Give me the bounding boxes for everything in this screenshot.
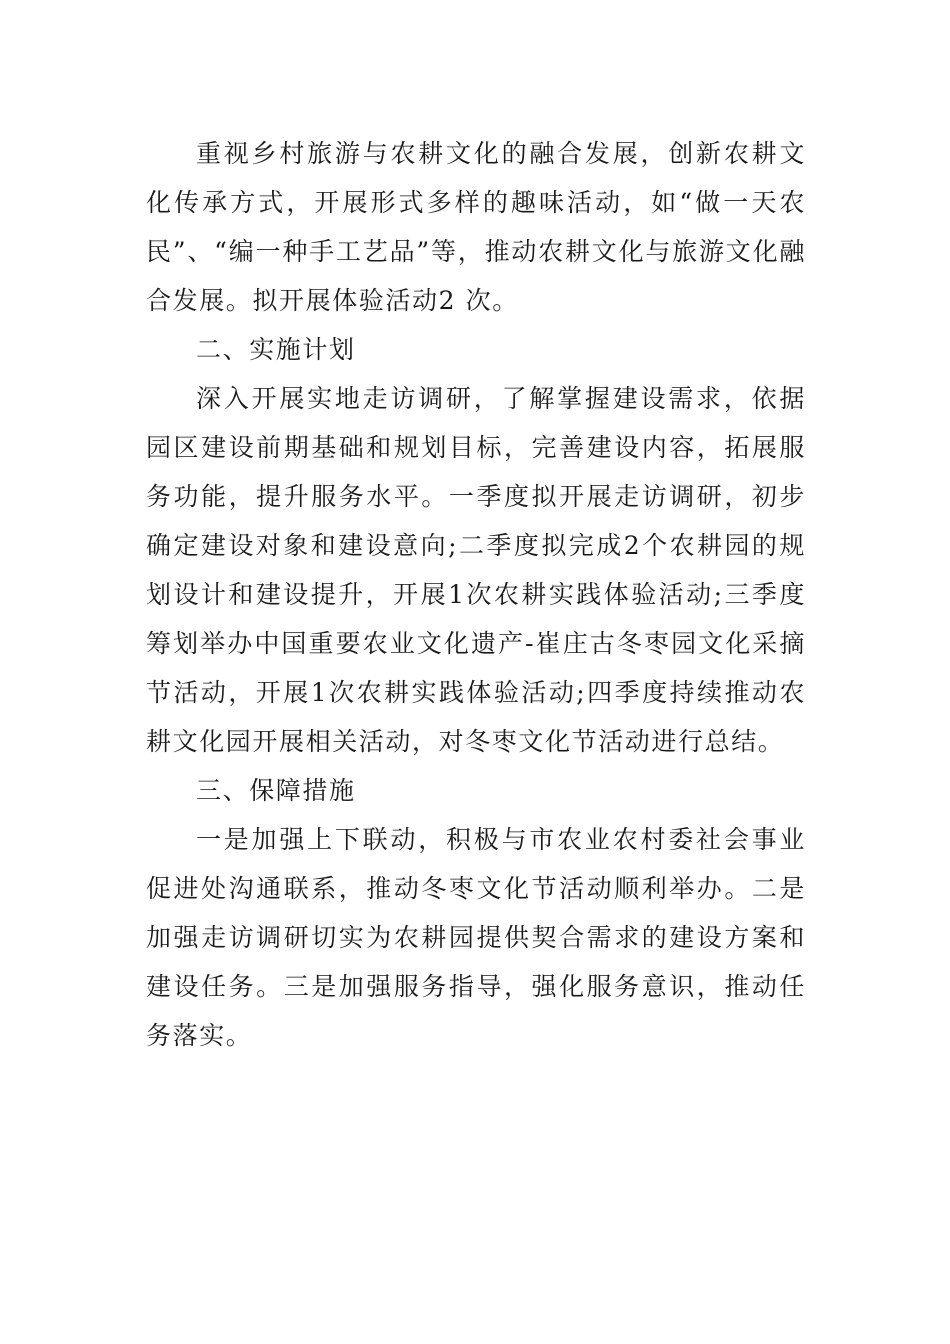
paragraph-safeguards: 一是加强上下联动，积极与市农业农村委社会事业促进处沟通联系，推动冬枣文化节活动顺利举办。二是加强走访调研切实为农耕园提供契合需求的建设方案和建设任务。三是加强服务指导，强化服务意识，推动任务落实。: [146, 825, 806, 1050]
section-heading-safeguards: 三、保障措施: [196, 776, 356, 805]
document-body: [146, 129, 806, 1060]
paragraph-implementation-plan: 深入开展实地走访调研，了解掌握建设需求，依据园区建设前期基础和规划目标，完善建设内容，拓展服务功能，提升服务水平。一季度拟开展走访调研，初步确定建设对象和建设意向;二季度拟完成2个农耕园的规划设计和建设提升，开展1次农耕实践体验活动;三季度筹划举办中国重要农业文化遗产-崔庄古冬枣园文化采摘节活动，开展1次农耕实践体验活动;四季度持续推动农耕文化园开展相关活动，对冬枣文化节活动进行总结。: [146, 384, 806, 756]
section-heading-implementation-plan: 二、实施计划: [196, 335, 356, 364]
paragraph-farming-culture: 重视乡村旅游与农耕文化的融合发展，创新农耕文化传承方式，开展形式多样的趣味活动，如“做一天农民”、“编一种手工艺品”等，推动农耕文化与旅游文化融合发展。拟开展体验活动2 次。: [146, 139, 806, 315]
